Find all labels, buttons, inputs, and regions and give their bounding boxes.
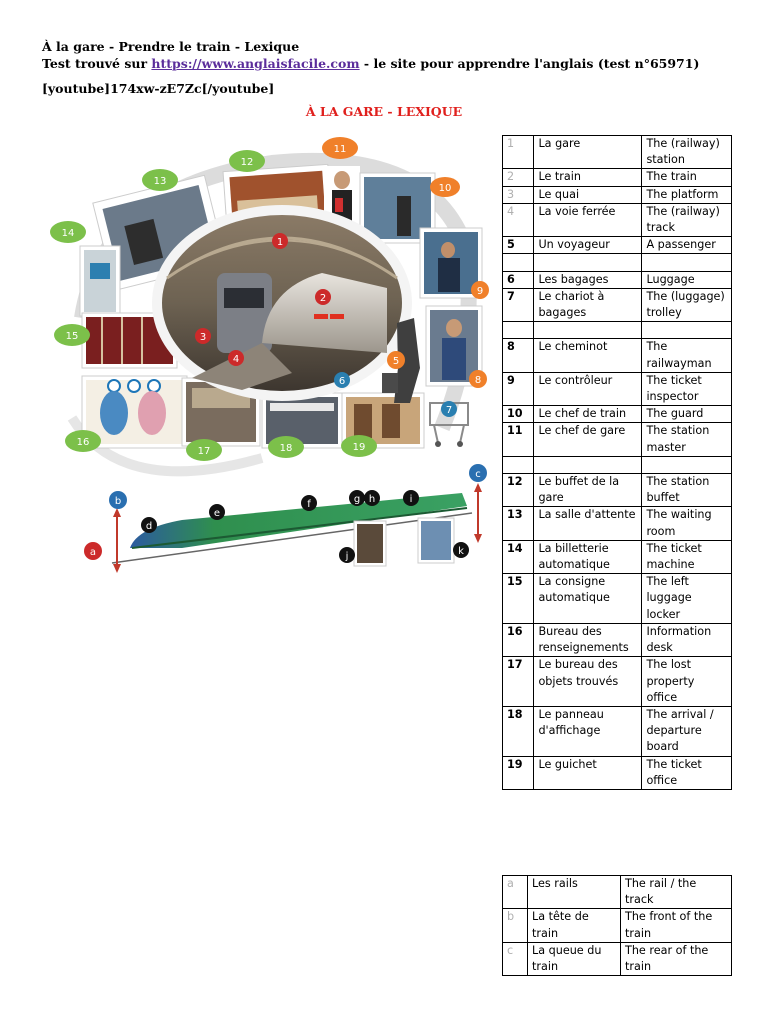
lexicon-row (503, 372, 732, 405)
lexicon-row (503, 271, 732, 288)
photo-train-interior (418, 518, 454, 563)
badge-5 (387, 351, 405, 369)
english-term-cell: A passenger (642, 237, 732, 254)
french-term-cell: Le chariot à bagages (534, 288, 642, 321)
svg-text:f: f (307, 499, 311, 510)
lexicon-row (503, 186, 732, 203)
num-cell: 7 (503, 288, 534, 321)
french-term-cell: La consigne automatique (534, 574, 642, 624)
english-term-cell: The (luggage) trolley (642, 288, 732, 321)
english-term-cell: Information desk (642, 623, 732, 656)
num-cell: 3 (503, 186, 534, 203)
num-cell: 16 (503, 623, 534, 656)
num-cell: 11 (503, 423, 534, 456)
arrow-rear-of-train (474, 483, 482, 543)
lexicon-row (503, 254, 732, 271)
num-cell: 18 (503, 706, 534, 756)
french-term-cell: Le chef de gare (534, 423, 642, 456)
badge-15 (54, 324, 90, 346)
badge-13 (142, 169, 178, 191)
lexicon-row (503, 169, 732, 186)
svg-text:c: c (475, 469, 481, 480)
badge-letter-a (84, 542, 102, 560)
svg-text:a: a (89, 547, 97, 558)
badge-2 (315, 289, 331, 305)
english-term-cell: The rail / the track (621, 876, 732, 909)
english-term-cell: Luggage (642, 271, 732, 288)
english-term-cell: The (railway) track (642, 203, 732, 236)
french-term-cell: La billetterie automatique (534, 540, 642, 573)
badge-19 (341, 435, 377, 457)
french-term-cell: Le guichet (534, 756, 642, 789)
svg-text:12: 12 (240, 157, 254, 168)
num-cell: 2 (503, 169, 534, 186)
english-term-cell: The ticket office (642, 756, 732, 789)
svg-text:9: 9 (476, 286, 484, 297)
french-term-cell: Le chef de train (534, 406, 642, 423)
badge-17 (186, 439, 222, 461)
english-term-cell: The train (642, 169, 732, 186)
french-term-cell: Le quai (534, 186, 642, 203)
lexicon-row (503, 456, 732, 473)
svg-text:j: j (345, 551, 349, 562)
num-cell: b (503, 909, 528, 942)
photo-ticket-machine (80, 246, 120, 316)
lexicon-row (503, 574, 732, 624)
english-term-cell: The arrival / departure board (642, 706, 732, 756)
source-suffix: - le site pour apprendre l'anglais (test n°65971) (359, 56, 700, 71)
svg-text:b: b (114, 496, 122, 507)
svg-text:4: 4 (232, 354, 240, 365)
badge-18 (268, 436, 304, 458)
english-term-cell (642, 254, 732, 271)
num-cell: 5 (503, 237, 534, 254)
lexicon-row (503, 474, 732, 507)
svg-text:g: g (353, 494, 361, 505)
num-cell: 8 (503, 339, 534, 372)
svg-text:h: h (368, 494, 376, 505)
badge-3 (195, 328, 211, 344)
svg-text:e: e (213, 508, 221, 519)
lexicon-row (503, 540, 732, 573)
french-term-cell: La voie ferrée (534, 203, 642, 236)
lexicon-row (503, 203, 732, 236)
svg-text:5: 5 (392, 356, 400, 367)
lexicon-row (503, 623, 732, 656)
lexicon-row (503, 756, 732, 789)
english-term-cell: The ticket machine (642, 540, 732, 573)
badge-letter-h (364, 490, 380, 506)
lexicon-row (503, 136, 732, 169)
lexicon-row (503, 423, 732, 456)
english-term-cell: The left luggage locker (642, 574, 732, 624)
english-term-cell: The lost property office (642, 657, 732, 707)
badge-letter-b (109, 491, 127, 509)
svg-text:17: 17 (197, 446, 211, 457)
french-term-cell (534, 456, 642, 473)
french-term-cell: Un voyageur (534, 237, 642, 254)
english-term-cell: The (railway) station (642, 136, 732, 169)
num-cell: 4 (503, 203, 534, 236)
num-cell: 10 (503, 406, 534, 423)
english-term-cell: The front of the train (621, 909, 732, 942)
num-cell (503, 456, 534, 473)
svg-text:15: 15 (65, 331, 79, 342)
svg-text:3: 3 (199, 332, 207, 343)
svg-text:10: 10 (438, 183, 452, 194)
english-term-cell (642, 322, 732, 339)
svg-text:14: 14 (61, 228, 75, 239)
num-cell: 15 (503, 574, 534, 624)
english-term-cell: The station buffet (642, 474, 732, 507)
svg-text:2: 2 (319, 293, 327, 304)
letters-row (503, 942, 732, 975)
lexicon-row (503, 657, 732, 707)
badge-letter-d (141, 517, 157, 533)
english-term-cell (642, 456, 732, 473)
english-term-cell: The rear of the train (621, 942, 732, 975)
badge-14 (50, 221, 86, 243)
station-illustration (42, 128, 492, 583)
french-term-cell: Le bureau des objets trouvés (534, 657, 642, 707)
badge-8 (469, 370, 487, 388)
badge-letter-k (453, 542, 469, 558)
num-cell: 12 (503, 474, 534, 507)
french-term-cell (534, 322, 642, 339)
french-term-cell: La gare (534, 136, 642, 169)
french-term-cell: La salle d'attente (534, 507, 642, 540)
badge-1 (272, 233, 288, 249)
badge-letter-i (403, 490, 419, 506)
num-cell (503, 322, 534, 339)
num-cell: 13 (503, 507, 534, 540)
source-link[interactable]: https://www.anglaisfacile.com (151, 56, 360, 71)
num-cell: 1 (503, 136, 534, 169)
french-term-cell: Les bagages (534, 271, 642, 288)
english-term-cell: The waiting room (642, 507, 732, 540)
lexicon-row (503, 339, 732, 372)
svg-text:k: k (458, 546, 464, 557)
num-cell: 19 (503, 756, 534, 789)
english-term-cell: The guard (642, 406, 732, 423)
french-term-cell: Le buffet de la gare (534, 474, 642, 507)
lexicon-row (503, 406, 732, 423)
badge-letter-f (301, 495, 317, 511)
source-line (42, 55, 699, 72)
lexicon-row (503, 288, 732, 321)
doc-title: À la gare - Prendre le train - Lexique (42, 39, 300, 54)
section-title: À LA GARE - LEXIQUE (305, 104, 463, 119)
french-term-cell: Bureau des renseignements (534, 623, 642, 656)
french-term-cell: Le cheminot (534, 339, 642, 372)
badge-letter-e (209, 504, 225, 520)
num-cell: 6 (503, 271, 534, 288)
badge-letter-g (349, 490, 365, 506)
english-term-cell: The railwayman (642, 339, 732, 372)
letters-lexicon-table (502, 875, 732, 976)
photo-rail-detail (354, 521, 386, 566)
french-term-cell: Le train (534, 169, 642, 186)
french-term-cell: Le contrôleur (534, 372, 642, 405)
badge-4 (228, 350, 244, 366)
badge-10 (430, 177, 460, 197)
french-term-cell: Les rails (528, 876, 621, 909)
badge-11 (322, 137, 358, 159)
svg-text:16: 16 (76, 437, 90, 448)
lexicon-table (502, 135, 732, 790)
svg-text:7: 7 (445, 405, 453, 416)
badge-6 (334, 372, 350, 388)
lexicon-row (503, 322, 732, 339)
lexicon-row (503, 237, 732, 254)
lexicon-row (503, 706, 732, 756)
letters-row (503, 876, 732, 909)
num-cell (503, 254, 534, 271)
svg-text:d: d (145, 521, 153, 532)
svg-text:18: 18 (279, 443, 293, 454)
num-cell: a (503, 876, 528, 909)
svg-text:13: 13 (153, 176, 167, 187)
badge-9 (471, 281, 489, 299)
num-cell: 17 (503, 657, 534, 707)
badge-16 (65, 430, 101, 452)
source-prefix: Test trouvé sur (42, 56, 152, 71)
svg-text:1: 1 (276, 237, 284, 248)
num-cell: 9 (503, 372, 534, 405)
num-cell: c (503, 942, 528, 975)
svg-text:19: 19 (352, 442, 366, 453)
badge-letter-c (469, 464, 487, 482)
badge-letter-j (339, 547, 355, 563)
num-cell: 14 (503, 540, 534, 573)
french-term-cell: Le panneau d'affichage (534, 706, 642, 756)
badge-12 (229, 150, 265, 172)
letters-row (503, 909, 732, 942)
french-term-cell: La queue du train (528, 942, 621, 975)
french-term-cell (534, 254, 642, 271)
youtube-embed-code: [youtube]174xw-zE7Zc[/youtube] (42, 81, 275, 96)
lexicon-row (503, 507, 732, 540)
english-term-cell: The station master (642, 423, 732, 456)
svg-text:11: 11 (333, 144, 347, 155)
badge-7 (441, 401, 457, 417)
svg-text:8: 8 (474, 375, 482, 386)
svg-text:6: 6 (338, 376, 346, 387)
svg-text:i: i (409, 494, 413, 505)
english-term-cell: The ticket inspector (642, 372, 732, 405)
french-term-cell: La tête de train (528, 909, 621, 942)
english-term-cell: The platform (642, 186, 732, 203)
